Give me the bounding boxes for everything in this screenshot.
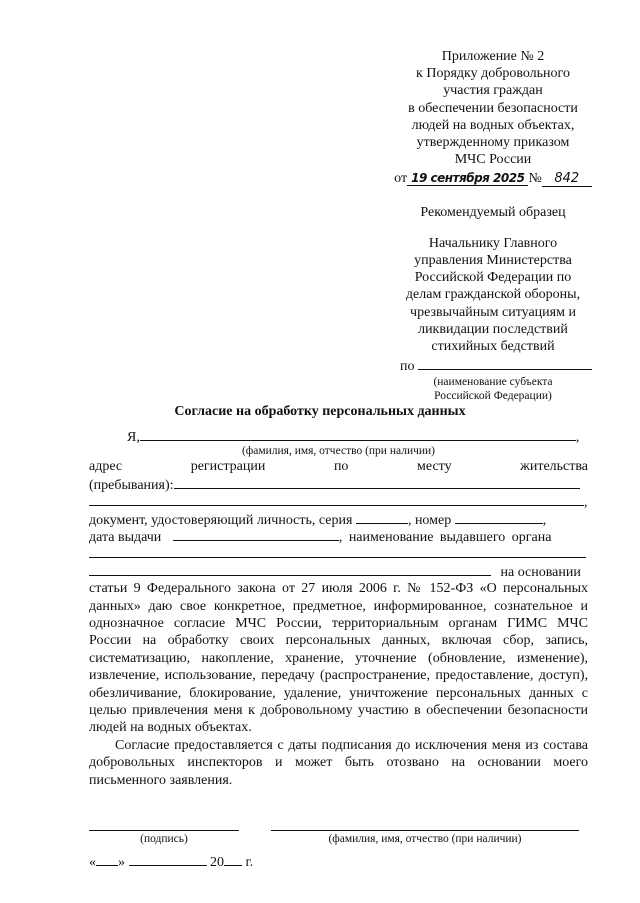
addressee-line: стихийных бедствий [431, 339, 555, 355]
comma: , [575, 430, 580, 445]
basis-label: на основании [500, 564, 581, 580]
annex-line: МЧС России [454, 152, 532, 168]
issuer-blank-2[interactable] [89, 563, 491, 576]
close-quote: » [118, 855, 125, 870]
addr-word: по [333, 459, 349, 475]
issuer-label: , наименование выдавшего органа [338, 529, 552, 545]
addressee-line: ликвидации последствий [418, 321, 568, 337]
handwritten-order-date: 19 сентября 2025 [407, 171, 528, 186]
doc-number-label: , номер [407, 512, 452, 528]
fio-sign-line[interactable] [271, 830, 579, 831]
subject-hint: (наименование субъекта [433, 376, 553, 389]
subject-hint: Российской Федерации) [434, 390, 552, 403]
address-blank[interactable] [174, 476, 580, 489]
addr-paren: (пребывания): [89, 477, 174, 493]
fio-blank[interactable] [140, 428, 576, 441]
consent-paragraph: статьи 9 Федерального закона от 27 июля 2006 г. № 152-ФЗ «О персональных данных» даю свое конкретное, предметное, информированное, сознательное и однозначное согласие МЧС России, территориальным органам ГИМС МЧС России на обработку своих персональных данных, включая сбор, запись, систематизацию, накопление, хранение, уточнение (обновление, изменение), извлечение, использование, передачу (распространение, предоставление, доступ), обезличивание, блокирование, удаление, уничтожение персональных данных с целью привлечения меня к добровольному участию в обеспечении безопасности людей на водных объектах. [89, 581, 588, 736]
year-prefix: 20 [210, 855, 224, 870]
open-quote: « [89, 855, 96, 870]
document-title: Согласие на обработку персональных данных [174, 404, 466, 419]
addressee-line: делам гражданской обороны, [405, 287, 581, 303]
annex-line: участия граждан [443, 83, 543, 99]
annex-line: в обеспечении безопасности [408, 100, 578, 116]
day-blank[interactable] [96, 853, 118, 866]
annex-line: людей на водных объектах, [411, 117, 575, 133]
addr-word: регистрации [190, 459, 266, 475]
document-row [89, 511, 588, 528]
signature-line[interactable] [89, 830, 239, 831]
addressee-line: управления Министерства [414, 253, 572, 269]
annex-line: утвержденному приказом [416, 135, 570, 151]
addr-word: адрес [89, 459, 123, 475]
address-row-2 [89, 476, 588, 493]
issue-date-blank[interactable] [173, 528, 339, 541]
date-line [89, 853, 253, 871]
addressee-line: чрезвычайным ситуациям и [410, 304, 576, 320]
address-row-3 [89, 493, 588, 510]
po-label: по [400, 359, 415, 375]
year-blank[interactable] [224, 853, 242, 866]
revocation-paragraph: Согласие предоставляется с даты подписания до исключения меня из состава добровольных инспекторов и может быть отозвано на основании моего письменного заявления. [89, 737, 588, 788]
fio-hint: (фамилия, имя, отчество (при наличии) [241, 445, 436, 458]
doc-label: документ, удостоверяющий личность, серия [89, 512, 353, 528]
order-number-label: № [528, 171, 542, 187]
consent-form [89, 428, 588, 789]
order-line [378, 170, 608, 187]
addr-word: жительства [520, 459, 589, 475]
order-from-label: от [394, 171, 408, 187]
address-row [89, 458, 588, 475]
doc-number-blank[interactable] [455, 511, 543, 524]
addressee-line: Начальнику Главного [428, 235, 558, 251]
comma: , [584, 495, 588, 511]
subject-field-row [400, 357, 608, 375]
ya-label: Я, [127, 430, 140, 445]
address-blank-2[interactable] [89, 493, 584, 506]
addressee-line: Российской Федерации по [414, 270, 572, 286]
year-suffix: г. [245, 855, 254, 870]
issuer-blank[interactable] [89, 545, 586, 558]
month-blank[interactable] [129, 853, 207, 866]
subject-blank[interactable] [418, 357, 592, 370]
fio-sign-label: (фамилия, имя, отчество (при наличии) [328, 833, 522, 845]
basis-row [89, 563, 588, 580]
signature-label: (подпись) [140, 833, 188, 845]
fio-row [89, 428, 588, 445]
addr-word: месту [417, 459, 452, 475]
annex-block [378, 48, 608, 403]
annex-line: к Порядку добровольного [416, 66, 570, 82]
doc-series-blank[interactable] [356, 511, 408, 524]
issue-row [89, 528, 588, 545]
annex-line: Приложение № 2 [441, 49, 545, 64]
comma: , [542, 512, 547, 528]
issuer-row [89, 545, 588, 562]
handwritten-order-number: 842 [542, 172, 592, 187]
issue-date-label: дата выдачи [89, 529, 162, 545]
recommended-sample-label: Рекомендуемый образец [420, 204, 566, 220]
